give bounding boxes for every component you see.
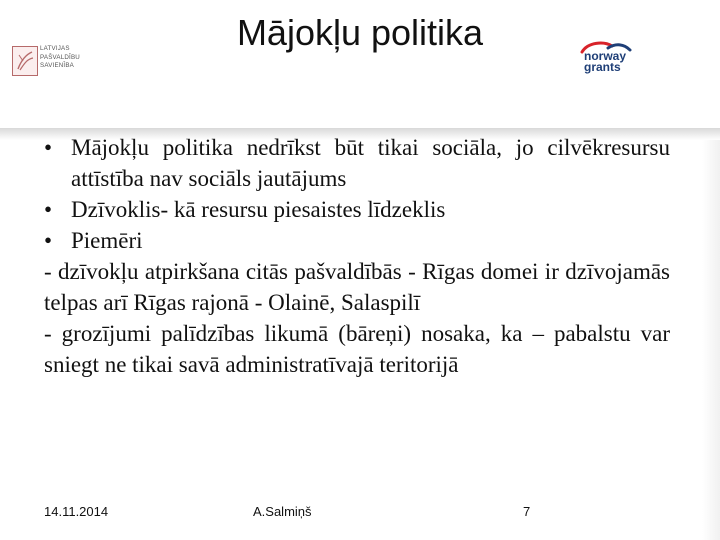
slide-edge-shade (702, 140, 720, 540)
body-paragraph: - grozījumi palīdzības likumā (bāreņi) nosaka, ka – pabalstu var sniegt ne tikai savā administratīvajā teritorijā (44, 321, 670, 377)
norway-word: norway (584, 49, 627, 63)
slide-title: Mājokļu politika (236, 12, 484, 53)
bullet-item (44, 194, 670, 225)
bullet-item (44, 132, 670, 194)
bullet-text: Mājokļu politika nedrīkst būt tikai sociāla, jo cilvēkresursu attīstība nav sociāls jautājums (71, 135, 670, 191)
bullet-dot: • (44, 228, 53, 253)
bullet-text: Piemēri (71, 228, 143, 253)
bullet-dot: • (44, 135, 53, 160)
slide-header (0, 0, 720, 129)
footer-author: A.Salmiņš (253, 504, 312, 519)
lps-logo (12, 44, 92, 78)
lps-logo-line: SAVIENĪBA (40, 62, 75, 70)
bullet-dot: • (44, 197, 53, 222)
lps-logo-text (40, 45, 100, 71)
lps-logo-line: PAŠVALDĪBU (40, 53, 80, 61)
lps-logo-line: LATVIJAS (40, 45, 70, 52)
bullet-text: Dzīvoklis- kā resursu piesaistes līdzeklis (71, 197, 446, 222)
norway-grants-wordmark (584, 51, 626, 73)
lps-emblem-icon (12, 46, 38, 76)
bullet-item (44, 225, 670, 256)
grants-word: grants (584, 60, 621, 74)
body-paragraph: - dzīvokļu atpirkšana citās pašvaldībās - Rīgas domei ir dzīvojamās telpas arī Rīgas rajonā - Olainē, Salaspilī (44, 259, 670, 315)
footer-date: 14.11.2014 (44, 504, 109, 519)
norway-grants-logo (578, 40, 638, 76)
slide-body (44, 132, 670, 380)
footer-page-number: 7 (523, 504, 531, 519)
